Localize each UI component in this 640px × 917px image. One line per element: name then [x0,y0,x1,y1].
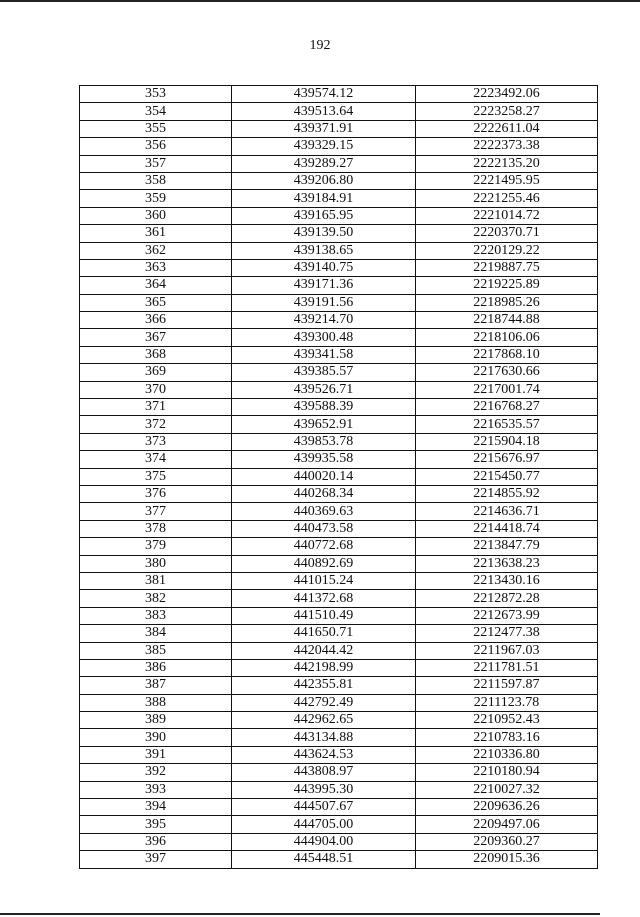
x-coordinate-cell: 442044.42 [232,642,416,659]
table-row [80,225,598,242]
y-coordinate-cell: 2215904.18 [416,433,598,450]
table-row [80,86,598,103]
table-row [80,764,598,781]
x-coordinate-cell: 442198.99 [232,659,416,676]
point-number-cell: 396 [80,833,232,850]
y-coordinate-cell: 2221014.72 [416,207,598,224]
table-row [80,172,598,189]
x-coordinate-cell: 439206.80 [232,172,416,189]
x-coordinate-cell: 439341.58 [232,346,416,363]
table-row [80,712,598,729]
point-number-cell: 374 [80,451,232,468]
x-coordinate-cell: 439935.58 [232,451,416,468]
x-coordinate-cell: 442792.49 [232,694,416,711]
x-coordinate-cell: 443134.88 [232,729,416,746]
y-coordinate-cell: 2212872.28 [416,590,598,607]
y-coordinate-cell: 2222373.38 [416,138,598,155]
table-row [80,433,598,450]
table-row [80,799,598,816]
point-number-cell: 368 [80,346,232,363]
point-number-cell: 372 [80,416,232,433]
x-coordinate-cell: 440892.69 [232,555,416,572]
point-number-cell: 369 [80,364,232,381]
x-coordinate-cell: 439214.70 [232,312,416,329]
point-number-cell: 387 [80,677,232,694]
point-number-cell: 389 [80,712,232,729]
x-coordinate-cell: 439171.36 [232,277,416,294]
x-coordinate-cell: 439140.75 [232,259,416,276]
point-number-cell: 373 [80,433,232,450]
point-number-cell: 354 [80,103,232,120]
y-coordinate-cell: 2216535.57 [416,416,598,433]
x-coordinate-cell: 441650.71 [232,625,416,642]
page-number: 192 [309,38,331,53]
point-number-cell: 371 [80,399,232,416]
table-row [80,329,598,346]
table-row [80,833,598,850]
x-coordinate-cell: 440268.34 [232,485,416,502]
x-coordinate-cell: 443808.97 [232,764,416,781]
x-coordinate-cell: 439139.50 [232,225,416,242]
table-row [80,294,598,311]
x-coordinate-cell: 439165.95 [232,207,416,224]
y-coordinate-cell: 2217001.74 [416,381,598,398]
x-coordinate-cell: 439513.64 [232,103,416,120]
x-coordinate-cell: 440772.68 [232,538,416,555]
point-number-cell: 361 [80,225,232,242]
y-coordinate-cell: 2212477.38 [416,625,598,642]
table-row [80,642,598,659]
x-coordinate-cell: 439526.71 [232,381,416,398]
table-row [80,364,598,381]
y-coordinate-cell: 2213430.16 [416,572,598,589]
point-number-cell: 359 [80,190,232,207]
x-coordinate-cell: 439138.65 [232,242,416,259]
table-row [80,485,598,502]
x-coordinate-cell: 443624.53 [232,746,416,763]
point-number-cell: 383 [80,607,232,624]
table-row [80,607,598,624]
table-row [80,381,598,398]
y-coordinate-cell: 2221255.46 [416,190,598,207]
y-coordinate-cell: 2211967.03 [416,642,598,659]
x-coordinate-cell: 439385.57 [232,364,416,381]
y-coordinate-cell: 2210783.16 [416,729,598,746]
table-row [80,816,598,833]
y-coordinate-cell: 2220370.71 [416,225,598,242]
x-coordinate-cell: 439300.48 [232,329,416,346]
table-body [80,86,598,869]
table-row [80,677,598,694]
point-number-cell: 390 [80,729,232,746]
point-number-cell: 363 [80,259,232,276]
x-coordinate-cell: 442962.65 [232,712,416,729]
table-row [80,277,598,294]
x-coordinate-cell: 439588.39 [232,399,416,416]
y-coordinate-cell: 2218985.26 [416,294,598,311]
scan-border-bottom [0,913,600,915]
x-coordinate-cell: 443995.30 [232,781,416,798]
table-row [80,503,598,520]
point-number-cell: 382 [80,590,232,607]
x-coordinate-cell: 439652.91 [232,416,416,433]
table-row [80,694,598,711]
x-coordinate-cell: 439289.27 [232,155,416,172]
y-coordinate-cell: 2213847.79 [416,538,598,555]
table-row [80,103,598,120]
y-coordinate-cell: 2209015.36 [416,851,598,868]
point-number-cell: 381 [80,572,232,589]
point-number-cell: 362 [80,242,232,259]
x-coordinate-cell: 440369.63 [232,503,416,520]
x-coordinate-cell: 440473.58 [232,520,416,537]
point-number-cell: 357 [80,155,232,172]
point-number-cell: 378 [80,520,232,537]
x-coordinate-cell: 439574.12 [232,86,416,103]
y-coordinate-cell: 2211123.78 [416,694,598,711]
x-coordinate-cell: 439329.15 [232,138,416,155]
table-row [80,781,598,798]
x-coordinate-cell: 444904.00 [232,833,416,850]
table-row [80,399,598,416]
y-coordinate-cell: 2217630.66 [416,364,598,381]
y-coordinate-cell: 2209497.06 [416,816,598,833]
x-coordinate-cell: 439184.91 [232,190,416,207]
x-coordinate-cell: 439853.78 [232,433,416,450]
y-coordinate-cell: 2219887.75 [416,259,598,276]
table-row [80,746,598,763]
point-number-cell: 391 [80,746,232,763]
table-row [80,590,598,607]
y-coordinate-cell: 2209636.26 [416,799,598,816]
x-coordinate-cell: 444507.67 [232,799,416,816]
table-row [80,555,598,572]
table-row [80,538,598,555]
x-coordinate-cell: 445448.51 [232,851,416,868]
y-coordinate-cell: 2223492.06 [416,86,598,103]
point-number-cell: 386 [80,659,232,676]
point-number-cell: 380 [80,555,232,572]
y-coordinate-cell: 2217868.10 [416,346,598,363]
y-coordinate-cell: 2211781.51 [416,659,598,676]
point-number-cell: 360 [80,207,232,224]
point-number-cell: 392 [80,764,232,781]
table-row [80,729,598,746]
y-coordinate-cell: 2211597.87 [416,677,598,694]
point-number-cell: 355 [80,120,232,137]
point-number-cell: 384 [80,625,232,642]
y-coordinate-cell: 2210336.80 [416,746,598,763]
point-number-cell: 388 [80,694,232,711]
point-number-cell: 365 [80,294,232,311]
y-coordinate-cell: 2215450.77 [416,468,598,485]
table-row [80,207,598,224]
x-coordinate-cell: 439191.56 [232,294,416,311]
y-coordinate-cell: 2214636.71 [416,503,598,520]
x-coordinate-cell: 444705.00 [232,816,416,833]
y-coordinate-cell: 2220129.22 [416,242,598,259]
y-coordinate-cell: 2210027.32 [416,781,598,798]
x-coordinate-cell: 441372.68 [232,590,416,607]
point-number-cell: 375 [80,468,232,485]
point-number-cell: 366 [80,312,232,329]
point-number-cell: 367 [80,329,232,346]
table-row [80,138,598,155]
y-coordinate-cell: 2212673.99 [416,607,598,624]
table-row [80,155,598,172]
y-coordinate-cell: 2218744.88 [416,312,598,329]
y-coordinate-cell: 2219225.89 [416,277,598,294]
table-row [80,259,598,276]
table-row [80,451,598,468]
y-coordinate-cell: 2210952.43 [416,712,598,729]
table-row [80,416,598,433]
table-row [80,625,598,642]
table-row [80,468,598,485]
table-row [80,572,598,589]
point-number-cell: 358 [80,172,232,189]
x-coordinate-cell: 440020.14 [232,468,416,485]
y-coordinate-cell: 2216768.27 [416,399,598,416]
y-coordinate-cell: 2222611.04 [416,120,598,137]
point-number-cell: 370 [80,381,232,398]
table-row [80,242,598,259]
table-row [80,312,598,329]
table-row [80,520,598,537]
y-coordinate-cell: 2222135.20 [416,155,598,172]
point-number-cell: 393 [80,781,232,798]
point-number-cell: 353 [80,86,232,103]
point-number-cell: 397 [80,851,232,868]
y-coordinate-cell: 2214855.92 [416,485,598,502]
y-coordinate-cell: 2213638.23 [416,555,598,572]
point-number-cell: 395 [80,816,232,833]
y-coordinate-cell: 2214418.74 [416,520,598,537]
table-row [80,659,598,676]
point-number-cell: 385 [80,642,232,659]
y-coordinate-cell: 2210180.94 [416,764,598,781]
table-row [80,190,598,207]
point-number-cell: 377 [80,503,232,520]
y-coordinate-cell: 2209360.27 [416,833,598,850]
x-coordinate-cell: 439371.91 [232,120,416,137]
y-coordinate-cell: 2215676.97 [416,451,598,468]
point-number-cell: 376 [80,485,232,502]
table-row [80,851,598,868]
table-row [80,346,598,363]
table-row [80,120,598,137]
y-coordinate-cell: 2218106.06 [416,329,598,346]
scan-border-top [0,0,640,2]
point-number-cell: 379 [80,538,232,555]
x-coordinate-cell: 441510.49 [232,607,416,624]
x-coordinate-cell: 442355.81 [232,677,416,694]
y-coordinate-cell: 2223258.27 [416,103,598,120]
coordinates-table [79,85,598,869]
x-coordinate-cell: 441015.24 [232,572,416,589]
y-coordinate-cell: 2221495.95 [416,172,598,189]
point-number-cell: 394 [80,799,232,816]
point-number-cell: 356 [80,138,232,155]
point-number-cell: 364 [80,277,232,294]
